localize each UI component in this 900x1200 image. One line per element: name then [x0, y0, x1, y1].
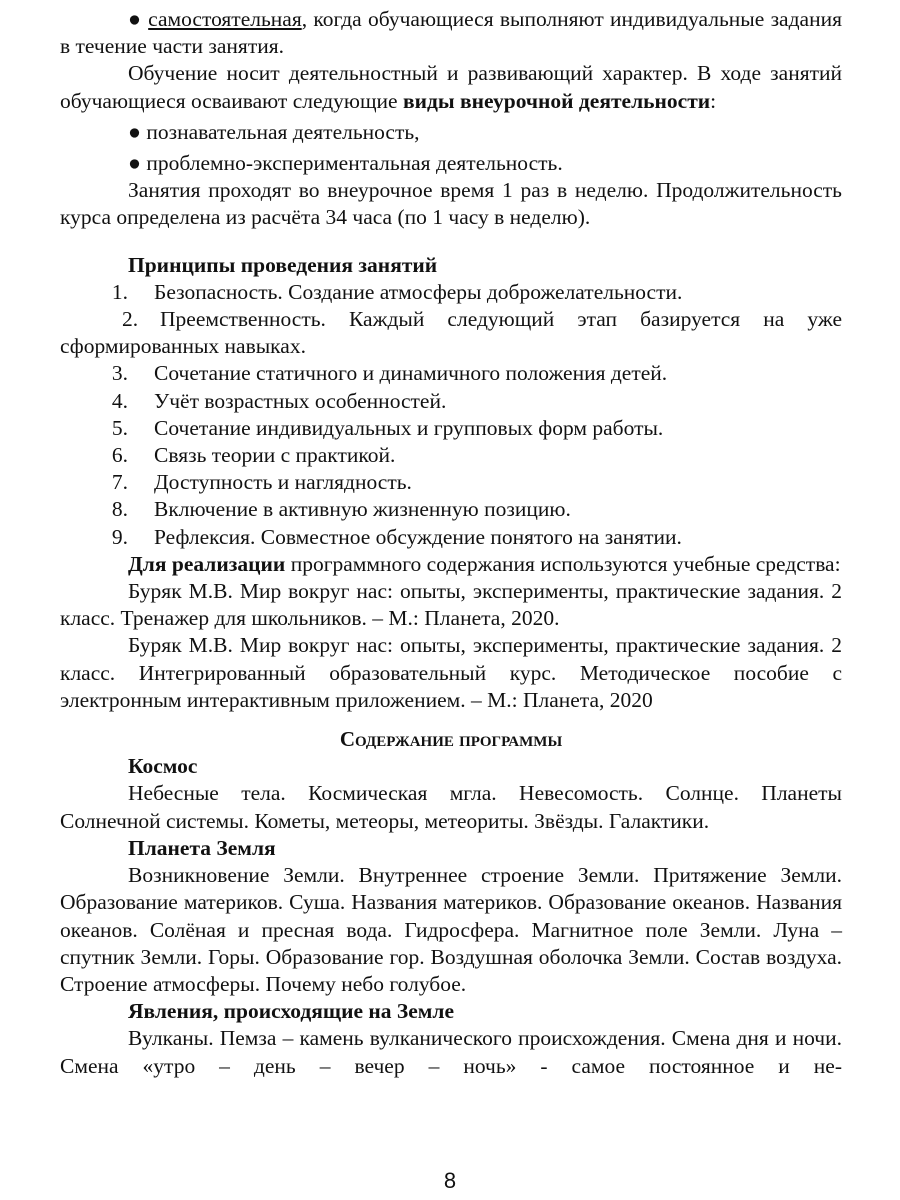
principle-item: 7. Доступность и наглядность.	[111, 470, 412, 495]
section-heading-phenomena: Явления, происходящие на Земле	[128, 999, 455, 1024]
section-text-earth: Возникновение Земли. Внутреннее строение Земли. Притяжение Земли. Образование материков. Суша. Названия материков. Образование океанов. Названия океанов. Солёная и пресная вода. Гидросфера. Магнитное поле Земли. Луна – спутник Земли. Горы. Образование гор. Воздушная оболочка Земли. Состав воздуха. Строение атмосферы. Почему небо голубое.	[60, 863, 842, 996]
section-text-phenomena: Вулканы. Пемза – камень вулканического происхождения. Смена дня и ночи. Смена «утро – день – вечер – ночь» - самое постоянное и не-	[60, 1026, 842, 1078]
section-heading-space: Космос	[128, 754, 198, 779]
principle-item: 6. Связь теории с практикой.	[111, 443, 396, 468]
reference-item: Буряк М.В. Мир вокруг нас: опыты, эксперименты, практические задания. 2 класс. Тренажер для школьников. – М.: Планета, 2020.	[60, 579, 842, 631]
section-heading-earth: Планета Земля	[128, 835, 276, 860]
document-page	[60, 6, 842, 1080]
principle-item: 2. Преемственность. Каждый следующий этап базируется на уже сформированных навыках.	[60, 307, 842, 359]
program-content-title: Содержание программы	[339, 727, 563, 752]
principle-item: 3. Сочетание статичного и динамичного положения детей.	[111, 361, 668, 386]
principle-item: 8. Включение в активную жизненную позицию.	[111, 497, 571, 522]
reference-item: Буряк М.В. Мир вокруг нас: опыты, эксперименты, практические задания. 2 класс. Интегрированный образовательный курс. Методическое пособие с электронным интерактивным приложением. – М.: Планета, 2020	[60, 633, 842, 712]
principle-item: 9. Рефлексия. Совместное обсуждение понятого на занятии.	[111, 524, 682, 549]
principle-item: 5. Сочетание индивидуальных и групповых форм работы.	[111, 415, 664, 440]
self-work-term: самостоятельная	[148, 7, 302, 31]
principle-item: 1. Безопасность. Создание атмосферы доброжелательности.	[111, 279, 683, 304]
activity-paragraph: Обучение носит деятельностный и развивающий характер. В ходе занятий обучающиеся осваивают следующие виды внеурочной деятельности:	[60, 61, 842, 113]
schedule-paragraph: Занятия проходят во внеурочное время 1 раз в неделю. Продолжительность курса определена из расчёта 34 часа (по 1 часу в неделю).	[60, 178, 842, 230]
section-text-space: Небесные тела. Космическая мгла. Невесомость. Солнце. Планеты Солнечной системы. Кометы, метеоры, метеориты. Звёзды. Галактики.	[60, 781, 842, 833]
bullet-self-work: ● самостоятельная, когда обучающиеся выполняют индивидуальные задания в течение части занятия.	[60, 7, 842, 59]
means-paragraph: Для реализации программного содержания используются учебные средства:	[128, 551, 841, 576]
activity-item: ● познавательная деятельность,	[128, 119, 420, 144]
principle-item: 4. Учёт возрастных особенностей.	[111, 388, 447, 413]
principles-heading: Принципы проведения занятий	[128, 252, 438, 277]
activity-item: ● проблемно-экспериментальная деятельность.	[128, 151, 563, 176]
page-number: 8	[443, 1168, 457, 1193]
